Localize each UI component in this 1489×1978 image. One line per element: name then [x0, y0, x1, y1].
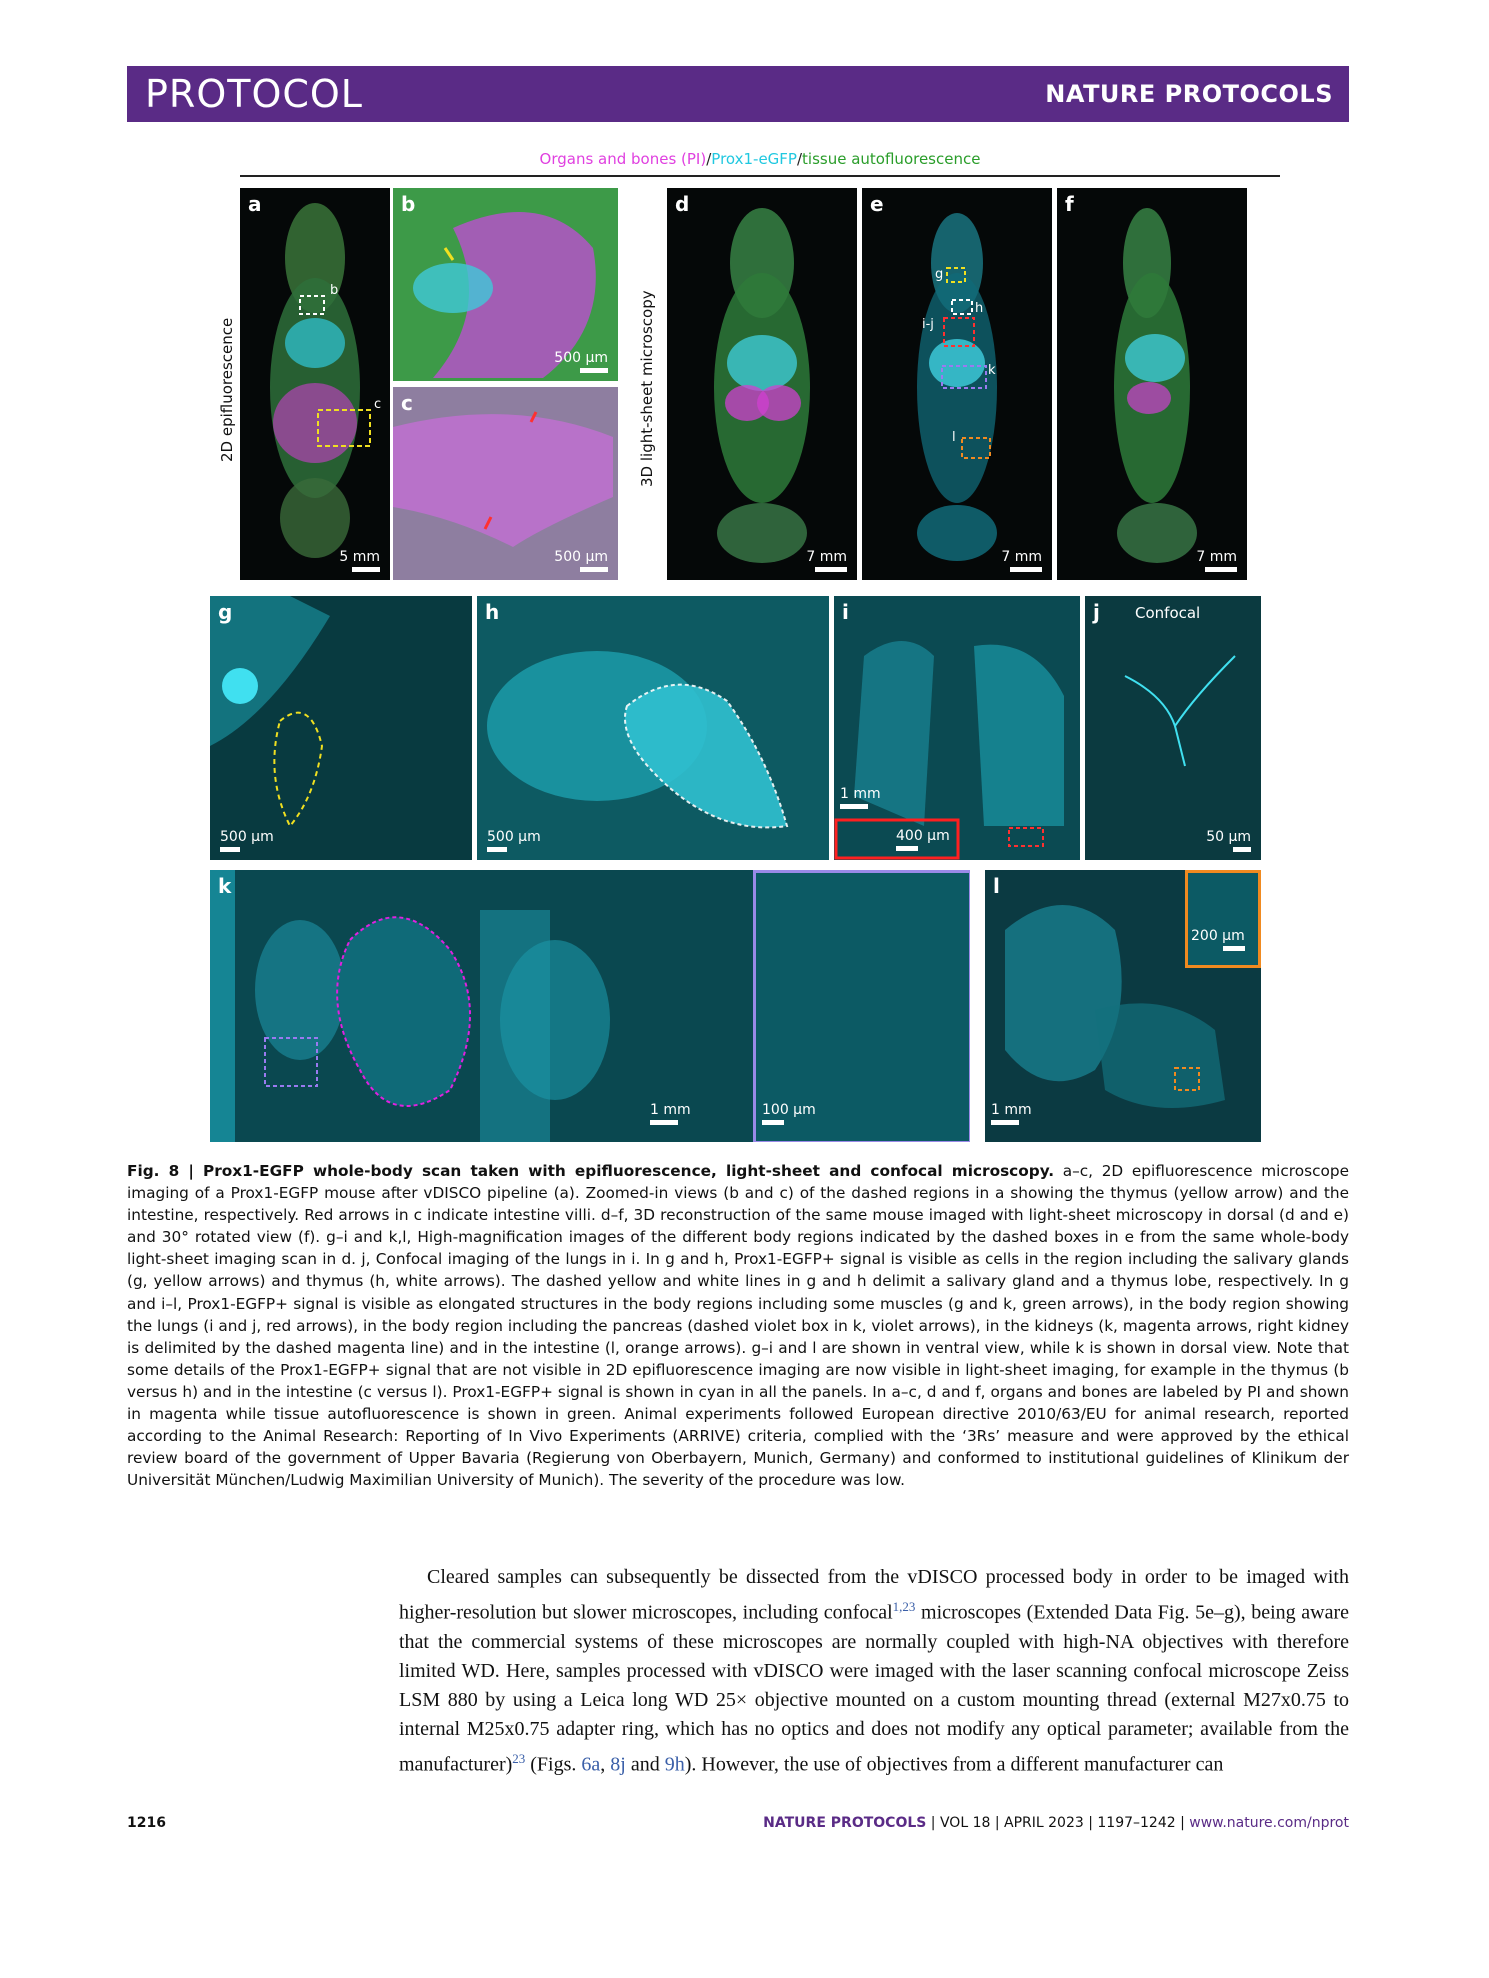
inset-scale-text-k: 100 µm	[762, 1102, 816, 1118]
scale-text-a: 5 mm	[339, 549, 380, 565]
panel-label-b: b	[401, 192, 416, 216]
panel-label-f: f	[1065, 192, 1074, 216]
panel-i	[834, 596, 1080, 860]
box-label-b: b	[330, 283, 339, 298]
panel-a	[240, 188, 390, 580]
panel-label-j: j	[1093, 600, 1100, 624]
lungs-image	[834, 596, 1080, 860]
panel-l	[985, 870, 1261, 1142]
journal-label: NATURE PROTOCOLS	[1045, 80, 1333, 108]
box-label-g: g	[935, 267, 944, 282]
panel-e	[862, 188, 1052, 580]
citation-2[interactable]: 23	[512, 1750, 526, 1766]
scale-bar-a	[339, 549, 380, 572]
citation-1[interactable]: 1,23	[892, 1599, 916, 1614]
row-label-epifluorescence: 2D epifluorescence	[218, 317, 236, 462]
caption-text: a–c, 2D epifluorescence microscope imaging of a Prox1-EGFP mouse after vDISCO pipeline (a). Zoomed-in views (b and c) of the dashed regions in a showing the thymus (yellow arrow) and the intestine, respectively. Red arrows in c indicate intestine villi. d–f, 3D reconstruction of the same mouse imaged with light-sheet microscopy in dorsal (d and e) and 30° rotated view (f). g–i and k,l, High-magnification images of the different body regions indicated by the dashed boxes in e from the same whole-body light-sheet imaging scan in d. j, Confocal imaging of the lungs in i. In g and h, Prox1-EGFP+ signal is visible as cells in the region including the salivary glands (g, yellow arrows) and thymus (h, white arrows). The dashed yellow and white lines in g and h delimit a salivary gland and a thymus lobe, respectively. In g and i–l, Prox1-EGFP+ signal is visible as elongated structures in the body regions including some muscles (g and k, green arrows), in the body region showing the lungs (i and j, red arrows), in the body region including the pancreas (dashed violet box in k, violet arrows), in the kidneys (k, magenta arrows, right kidney is delimited by the dashed magenta line) and in the intestine (l, orange arrows). g–i and l are shown in ventral view, while k is shown in dorsal view. Note that some details of the Prox1-EGFP+ signal that are not visible in 2D epifluorescence imaging are now visible in light-sheet imaging, for example in the thymus (b versus h) and in the intestine (c versus l). Prox1-EGFP+ signal is shown in cyan in all the panels. In a–c, d and f, organs and bones are labeled by PI and shown in magenta while tissue autofluorescence is shown in green. Animal experiments followed European directive 2010/63/EU for animal research, reported according to the Animal Research: Reporting of In Vivo Experiments (ARRIVE) criteria, complied with the ‘3Rs’ measure and were approved by the ethical review board of the government of Upper Bavaria (Regierung von Oberbayern, Munich, Germany) and conformed to institutional guidelines of Klinikum der Universität München/Ludwig Maximilian University of Munich). The severity of the procedure was low.	[127, 1162, 1349, 1490]
scale-text-l: 1 mm	[991, 1102, 1032, 1118]
panel-g	[210, 596, 472, 860]
panel-j-title: Confocal	[1135, 604, 1201, 622]
panel-c	[393, 387, 618, 580]
scale-text-e: 7 mm	[1001, 549, 1042, 565]
scale-bar-d	[806, 549, 847, 572]
scale-bar-h	[487, 829, 541, 852]
scale-text-g: 500 µm	[220, 829, 274, 845]
scale-bar-c	[554, 549, 608, 572]
thymus-lobe-image	[477, 596, 829, 860]
panel-label-a: a	[248, 192, 262, 216]
panel-label-k: k	[218, 874, 232, 898]
scale-text-b: 500 µm	[554, 350, 608, 366]
scale-bar-k	[650, 1102, 691, 1125]
scale-bar-l	[991, 1102, 1032, 1125]
figure-ref-8j[interactable]: 8j	[610, 1753, 626, 1776]
box-label-l: l	[952, 430, 956, 445]
inset-scale-text-i: 400 µm	[896, 828, 950, 844]
legend-part-4: tissue autofluorescence	[802, 150, 981, 168]
box-label-ij: i-j	[922, 317, 934, 332]
inset-scale-k	[762, 1102, 816, 1125]
panel-label-h: h	[485, 600, 500, 624]
row-label-light-sheet: 3D light-sheet microscopy	[638, 290, 656, 487]
panel-label-e: e	[870, 192, 884, 216]
body-text-3: (Figs.	[525, 1753, 582, 1776]
scale-bar-j	[1206, 829, 1251, 852]
box-label-c: c	[374, 397, 382, 412]
salivary-gland-image	[210, 596, 472, 860]
box-label-h: h	[975, 301, 984, 316]
panel-k	[210, 870, 970, 1142]
body-text-2: microscopes (Extended Data Fig. 5e–g), being aware that the commercial systems of these microscopes are normally coupled with high-NA objectives with therefore limited WD. Here, samples processed with vDISCO were imaged with the laser scanning confocal microscope Zeiss LSM 880 by using a Leica long WD 25× objective mounted on a custom mounting thread (external M27x0.75 to internal M25x0.75 adapter ring, which has no optics and does not modify any optical parameter; available from the manufacturer)	[399, 1601, 1349, 1776]
body-text-5: and	[625, 1753, 665, 1776]
inset-scale-text-l: 200 µm	[1191, 928, 1245, 944]
scale-bar-b	[554, 350, 608, 373]
figure-ref-6a[interactable]: 6a	[581, 1753, 601, 1776]
footer-citation	[763, 1815, 1349, 1831]
panel-b	[393, 188, 618, 381]
legend-divider	[240, 175, 1280, 177]
footer-journal: NATURE PROTOCOLS	[763, 1815, 927, 1831]
panel-f	[1057, 188, 1247, 580]
scale-text-f: 7 mm	[1196, 549, 1237, 565]
panel-j	[1085, 596, 1261, 860]
box-label-k: k	[988, 363, 996, 378]
scale-bar-f	[1196, 549, 1237, 572]
scale-text-c: 500 µm	[554, 549, 608, 565]
panel-label-l: l	[993, 874, 1000, 898]
panel-h	[477, 596, 829, 860]
figure-color-legend	[240, 150, 1280, 168]
page-number: 1216	[127, 1815, 166, 1831]
mouse-epifluorescence-image	[240, 188, 390, 580]
caption-title: Fig. 8 | Prox1-EGFP whole-body scan taken with epifluorescence, light-sheet and confocal microscopy.	[127, 1162, 1055, 1180]
confocal-lung-image	[1085, 596, 1261, 860]
legend-part-0: Organs and bones (PI)	[539, 150, 707, 168]
footer-volume: | VOL 18 | APRIL 2023 | 1197–1242 |	[926, 1815, 1190, 1831]
legend-part-3: /	[796, 150, 803, 168]
scale-text-j: 50 µm	[1206, 829, 1251, 845]
light-sheet-cyan-image	[862, 188, 1052, 580]
body-text-4: ,	[600, 1753, 611, 1776]
scale-text-k: 1 mm	[650, 1102, 691, 1118]
scale-text-d: 7 mm	[806, 549, 847, 565]
panel-label-i: i	[842, 600, 849, 624]
scale-text-i: 1 mm	[840, 786, 881, 802]
scale-text-h: 500 µm	[487, 829, 541, 845]
section-label: PROTOCOL	[145, 72, 363, 116]
page-header	[127, 66, 1349, 122]
figure-ref-9h[interactable]: 9h	[664, 1753, 685, 1776]
panel-label-c: c	[401, 391, 413, 415]
scale-bar-g	[220, 829, 274, 852]
scale-bar-i	[840, 786, 881, 809]
body-text-6: ). However, the use of objectives from a different manufacturer can	[684, 1753, 1224, 1776]
legend-part-2: Prox1-eGFP	[711, 150, 797, 168]
body-paragraph	[399, 1563, 1349, 1779]
light-sheet-dorsal-image	[667, 188, 857, 580]
inset-scale-i	[896, 828, 950, 851]
inset-scale-l	[1191, 928, 1245, 951]
footer-url[interactable]: www.nature.com/nprot	[1189, 1815, 1349, 1831]
panel-label-d: d	[675, 192, 690, 216]
panel-label-g: g	[218, 600, 233, 624]
body-text-1: Cleared samples can subsequently be dissected from the vDISCO processed body in order to be imaged with higher-resolution but slower microscopes, including confocal	[399, 1566, 1349, 1624]
panel-d	[667, 188, 857, 580]
intestine-inset	[1185, 870, 1261, 968]
figure-caption	[127, 1160, 1349, 1491]
scale-bar-e	[1001, 549, 1042, 572]
legend-part-1: /	[706, 150, 712, 168]
light-sheet-rotated-image	[1057, 188, 1247, 580]
